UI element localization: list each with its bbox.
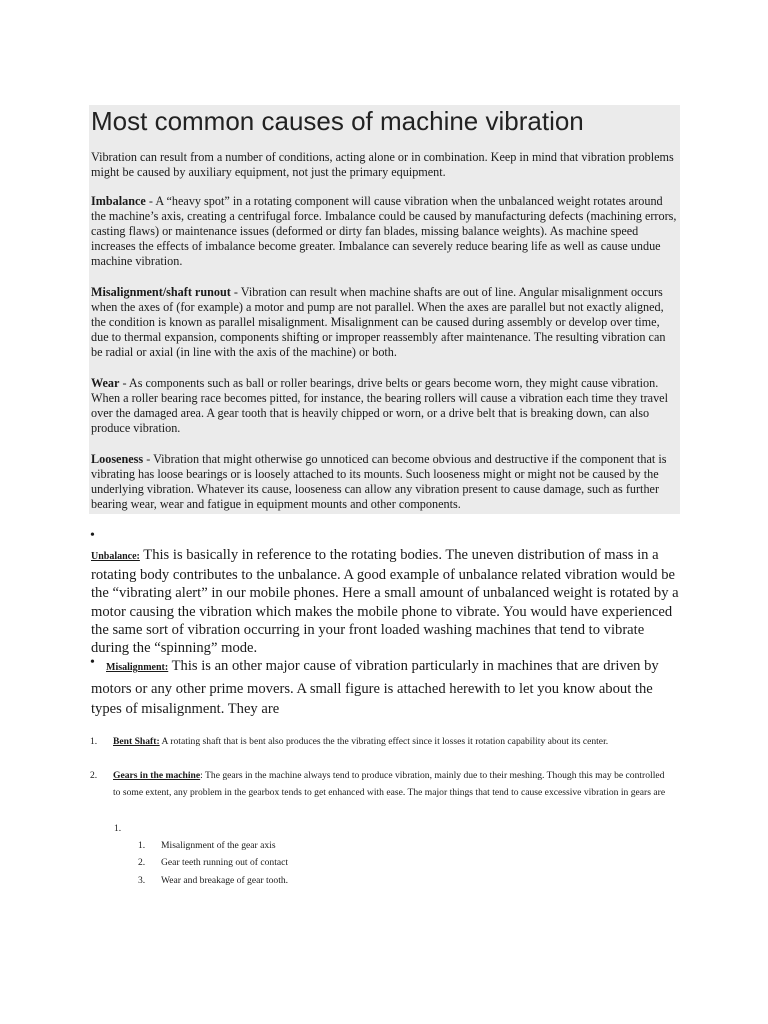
misalignment-label: Misalignment:: [106, 662, 169, 673]
wear-term: Wear: [91, 376, 120, 390]
intro-paragraph: Vibration can result from a number of conditions, acting alone or in combination. Keep in mind that vibration problems might be caused by auxiliary equipment, not just the primary equipment.: [91, 150, 674, 180]
misalignment-bullet-paragraph: [91, 656, 681, 720]
bullet-icon: •: [90, 655, 95, 670]
looseness-text: - Vibration that might otherwise go unnoticed can become obvious and destructive if the component that is vibrating has loose bearings or is loosely attached to its mounts. Such looseness might or might not be caused by the underlying vibration. Whatever its cause, looseness can allow any vibration present to cause damage, such as further bearing wear, wear and fatigue in equipment mounts and other components.: [91, 452, 667, 512]
wear-paragraph: [91, 376, 678, 436]
misalignment-bullet-text: This is an other major cause of vibration particularly in machines that are driven by motors or any other prime movers. A small figure is attached herewith to let you know about the types of misalignment. They are: [91, 658, 659, 717]
unbalance-text: This is basically in reference to the rotating bodies. The uneven distribution of mass in a rotating body contributes to the unbalance. A good example of unbalance related vibration would be the “vibrating alert” in our mobile phones. Here a small amount of unbalanced weight is rotated by a motor causing the vibration which makes the mobile phone to vibrate. You would have experienced the same sort of vibration occurring in your front loaded washing machines that tend to vibrate during the “spinning” mode.: [91, 547, 679, 657]
list-number: 1.: [90, 736, 98, 747]
imbalance-paragraph: [91, 194, 678, 269]
bullet-icon: •: [90, 528, 95, 543]
list-term: Gears in the machine: [113, 770, 201, 781]
unbalance-paragraph: [91, 546, 681, 657]
imbalance-text: - A “heavy spot” in a rotating component will cause vibration when the unbalanced weight rotates around the machine’s axis, creating a centrifugal force. Imbalance could be caused by manufacturing defects (machining errors, casting flaws) or maintenance issues (deformed or dirty fan blades, missing balance weights). As machine speed increases the effects of imbalance become greater. Imbalance can severely reduce bearing life as well as cause undue machine vibration.: [91, 194, 677, 269]
list-text: A rotating shaft that is bent also produces the the vibrating effect since it losses it rotation capability about its center.: [159, 736, 609, 747]
looseness-paragraph: [91, 452, 678, 512]
wear-text: - As components such as ball or roller bearings, drive belts or gears become worn, they might cause vibration. When a roller bearing race becomes pitted, for instance, the bearing rollers will cause a vibration each time they travel over the damaged area. A gear tooth that is heavily chipped or worn, or a drive belt that is breaking down, can also produce vibration.: [91, 376, 668, 436]
list-term: Bent Shaft:: [113, 736, 160, 747]
sublist-number: 1.: [114, 823, 122, 834]
imbalance-term: Imbalance: [91, 194, 146, 208]
sublist-item: 3. Wear and breakage of gear tooth.: [138, 875, 289, 886]
misalignment-paragraph: [91, 285, 678, 360]
looseness-term: Looseness: [91, 452, 144, 466]
list-number: 2.: [90, 770, 98, 781]
list-item: [90, 733, 680, 767]
list-item: [90, 767, 680, 819]
sublist-item: 1. Misalignment of the gear axis: [138, 840, 276, 851]
misalignment-term: Misalignment/shaft runout: [91, 285, 231, 299]
list-text: : The gears in the machine always tend to produce vibration, mainly due to their meshing. Though this may be controlled to some extent, any problem in the gearbox tends to get enhanced with ease. The major things that tend to cause excessive vibration in gears are: [113, 770, 666, 798]
page-title: Most common causes of machine vibration: [91, 106, 584, 136]
sublist-item: 2. Gear teeth running out of contact: [138, 857, 289, 868]
misalignment-text: - Vibration can result when machine shafts are out of line. Angular misalignment occurs when the axes of (for example) a motor and pump are not parallel. When the axes are parallel but not exactly aligned, the condition is known as parallel misalignment. Misalignment can be caused during assembly or develop over time, due to thermal expansion, components shifting or improper reassembly after maintenance. The resulting vibration can be radial or axial (in line with the axis of the machine) or both.: [91, 285, 666, 360]
unbalance-label: Unbalance:: [91, 551, 140, 562]
